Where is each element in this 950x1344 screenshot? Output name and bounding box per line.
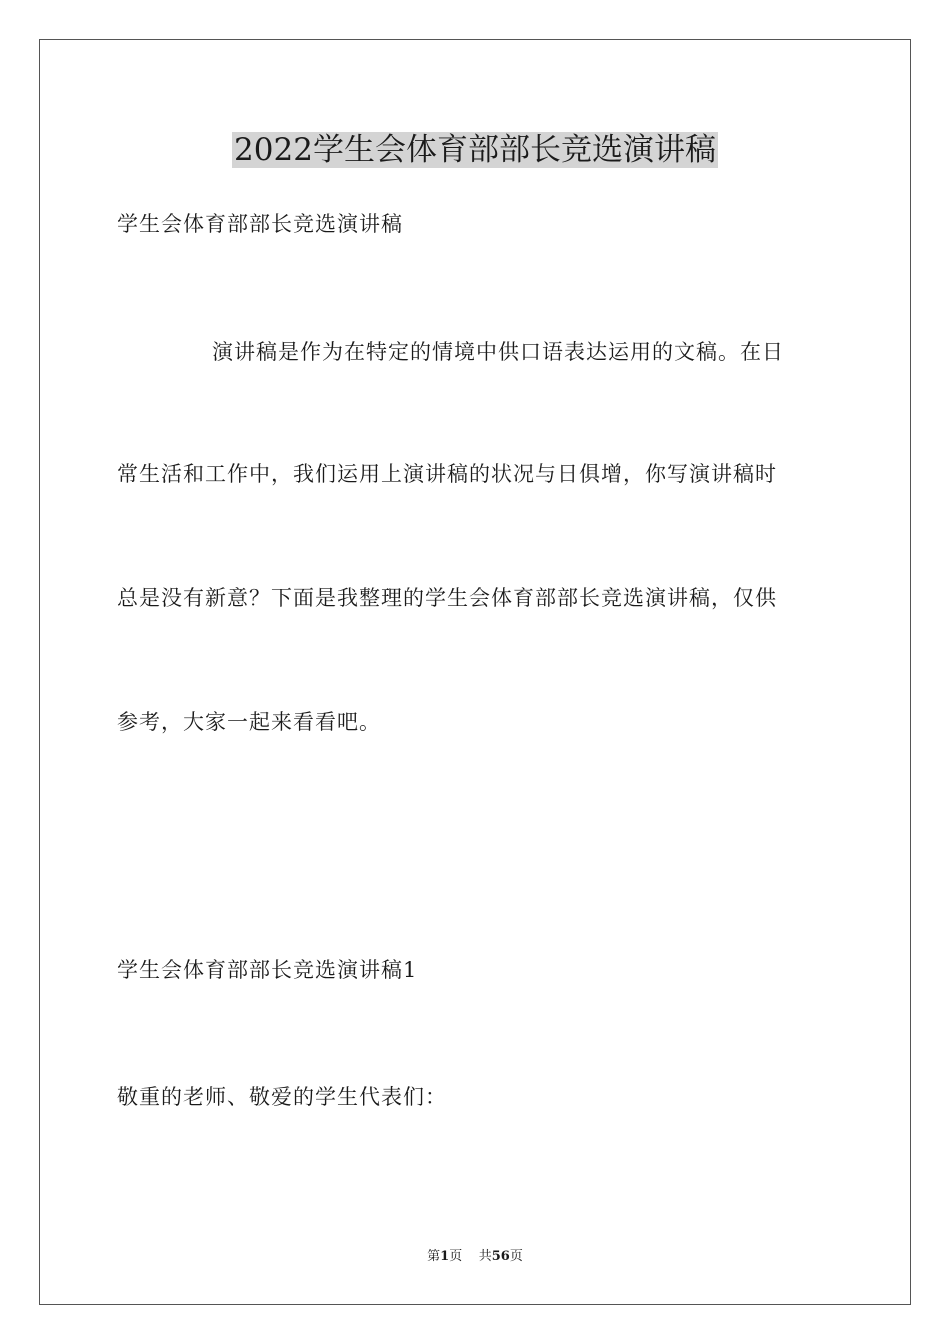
intro-line-2: 常生活和工作中，我们运用上演讲稿的状况与日俱增，你写演讲稿时 xyxy=(117,462,777,486)
footer-total-pages: 56 xyxy=(491,1249,510,1264)
document-title xyxy=(0,128,950,172)
intro-line-3: 总是没有新意？下面是我整理的学生会体育部部长竞选演讲稿，仅供 xyxy=(117,586,777,610)
section-heading: 学生会体育部部长竞选演讲稿1 xyxy=(117,958,418,982)
intro-line-4: 参考，大家一起来看看吧。 xyxy=(117,710,381,734)
footer-total-suffix: 页 xyxy=(509,1249,523,1264)
footer-page-prefix: 第 xyxy=(427,1249,441,1264)
footer-total-prefix: 共 xyxy=(478,1249,492,1264)
footer-page-number: 1 xyxy=(440,1249,450,1264)
intro-line-1: 演讲稿是作为在特定的情境中供口语表达运用的文稿。在日 xyxy=(212,340,784,364)
document-subtitle: 学生会体育部部长竞选演讲稿 xyxy=(117,212,403,236)
document-title-text: 2022学生会体育部部长竞选演讲稿 xyxy=(234,132,716,168)
greeting: 敬重的老师、敬爱的学生代表们： xyxy=(117,1085,447,1109)
footer-page-suffix: 页 xyxy=(449,1249,463,1264)
page-footer xyxy=(0,1248,950,1266)
